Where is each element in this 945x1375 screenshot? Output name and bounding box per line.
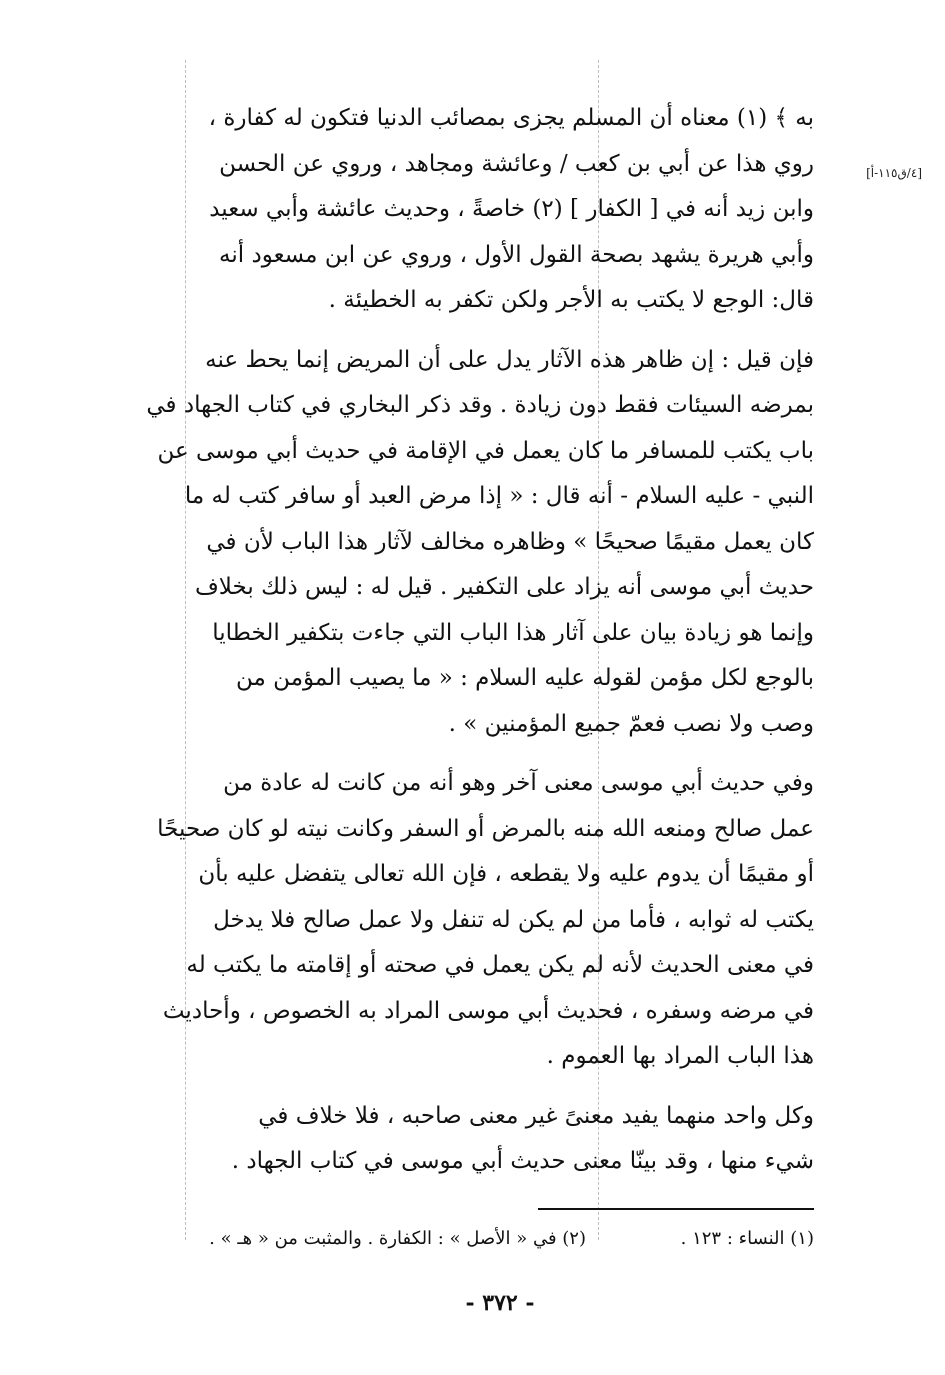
text-line: وكل واحد منهما يفيد معنىً غير معنى صاحبه ، فلا خلاف في bbox=[258, 1102, 814, 1129]
text-line: النبي - عليه السلام - أنه قال : « إذا مرض العبد أو سافر كتب له ما bbox=[184, 483, 814, 509]
text-line: بمرضه السيئات فقط دون زيادة . وقد ذكر البخاري في كتاب الجهاد في bbox=[146, 392, 814, 418]
paragraph bbox=[128, 338, 814, 748]
text-line: شيء منها ، وقد بينّا معنى حديث أبي موسى في كتاب الجهاد . bbox=[231, 1148, 814, 1174]
footnote-2: (٢) في « الأصل » : الكفارة . والمثبت من « هـ » . bbox=[209, 1228, 586, 1249]
text-line: بالوجع لكل مؤمن لقوله عليه السلام : « ما يصيب المؤمن من bbox=[236, 665, 814, 691]
text-line: باب يكتب للمسافر ما كان يعمل في الإقامة في حديث أبي موسى عن bbox=[157, 437, 814, 464]
paragraph bbox=[128, 96, 814, 324]
text-line: فإن قيل : إن ظاهر هذه الآثار يدل على أن المريض إنما يحط عنه bbox=[205, 346, 814, 373]
paragraph bbox=[128, 1094, 814, 1185]
text-line: أو مقيمًا أن يدوم عليه ولا يقطعه ، فإن الله تعالى يتفضل عليه بأن bbox=[198, 861, 814, 887]
text-line: وفي حديث أبي موسى معنى آخر وهو أنه من كانت له عادة من bbox=[223, 770, 814, 796]
footnote-separator bbox=[538, 1208, 814, 1210]
text-line: وأبي هريرة يشهد بصحة القول الأول ، وروي عن ابن مسعود أنه bbox=[219, 241, 814, 268]
text-line: وإنما هو زيادة بيان على آثار هذا الباب التي جاءت بتكفير الخطايا bbox=[212, 619, 814, 646]
body-text bbox=[128, 96, 814, 1185]
footnotes bbox=[140, 1225, 814, 1255]
text-line: يكتب له ثوابه ، فأما من لم يكن له تنفل ولا عمل صالح فلا يدخل bbox=[213, 906, 814, 933]
text-line: وابن زيد أنه في [ الكفار ] (٢) خاصةً ، وحديث عائشة وأبي سعيد bbox=[209, 196, 814, 222]
text-line: هذا الباب المراد بها العموم . bbox=[546, 1043, 814, 1069]
page-number: - ٣٧٢ - bbox=[465, 1290, 535, 1316]
text-line: عمل صالح ومنعه الله منه بالمرض أو السفر وكانت نيته لو كان صحيحًا bbox=[157, 815, 814, 842]
text-line: في مرضه وسفره ، فحديث أبي موسى المراد به الخصوص ، وأحاديث bbox=[162, 997, 814, 1024]
manuscript-folio-note: [٤/ق١١٥-أ] bbox=[866, 166, 922, 180]
text-line: في معنى الحديث لأنه لم يكن يعمل في صحته أو إقامته ما يكتب له bbox=[186, 952, 814, 978]
text-line: كان يعمل مقيمًا صحيحًا » وظاهره مخالف لآثار هذا الباب لأن في bbox=[206, 528, 814, 555]
text-line: روي هذا عن أبي بن كعب / وعائشة ومجاهد ، وروي عن الحسن bbox=[219, 150, 814, 177]
text-line: قال: الوجع لا يكتب به الأجر ولكن تكفر به الخطيئة . bbox=[328, 287, 814, 313]
footnote-1: (١) النساء : ١٢٣ . bbox=[680, 1228, 814, 1249]
text-line: حديث أبي موسى أنه يزاد على التكفير . قيل له : ليس ذلك بخلاف bbox=[194, 574, 814, 600]
text-line: وصب ولا نصب فعمّ جميع المؤمنين » . bbox=[448, 710, 814, 737]
text-line: به ﴾ (١) معناه أن المسلم يجزى بمصائب الدنيا فتكون له كفارة ، bbox=[208, 105, 814, 131]
paragraph bbox=[128, 761, 814, 1080]
